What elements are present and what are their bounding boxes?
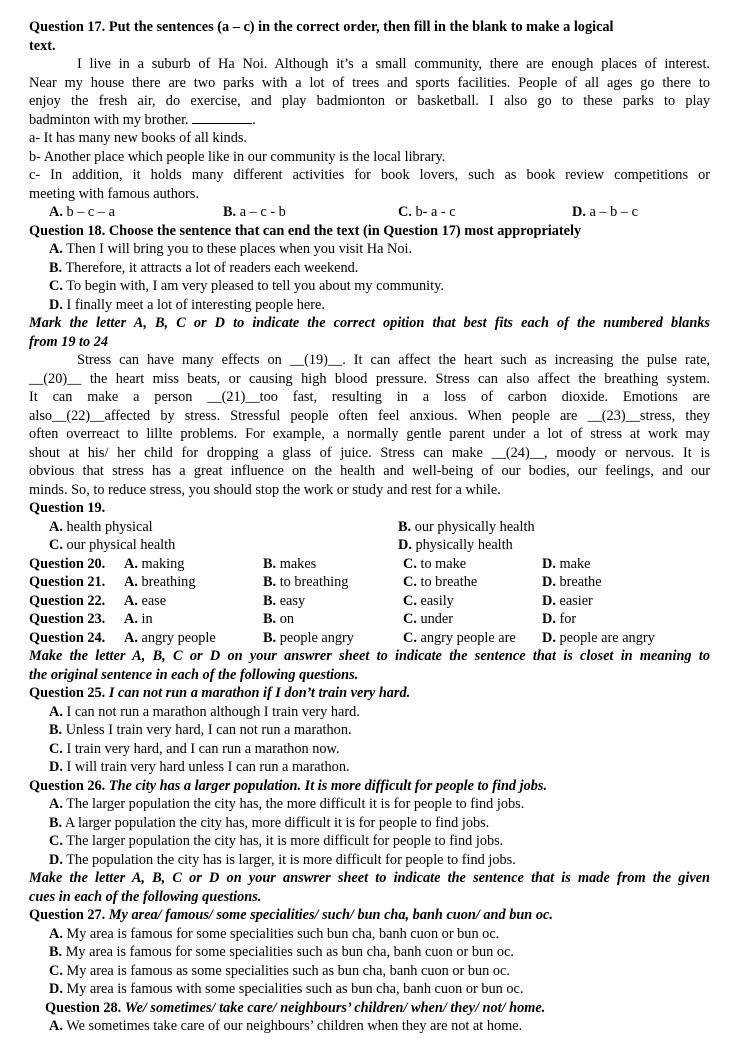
option-b: B. people angry — [263, 629, 354, 646]
option-c: C. to make — [403, 555, 467, 572]
option-d: D. make — [542, 555, 591, 572]
q19-option-b: B. our physically health — [398, 518, 535, 535]
q19-option-a: A. health physical — [49, 518, 153, 535]
q17-sentence-a: a- It has many new books of all kinds. — [29, 130, 247, 146]
q18-answer-b: B. Therefore, it attracts a lot of readers each weekend. — [49, 259, 359, 276]
option-a: A. breathing — [124, 574, 196, 590]
q26-answer-b: B. A larger population the city has, more difficult it is for people to find jobs. — [49, 814, 490, 831]
q17-options — [29, 203, 710, 222]
q27-answer-b: B. My area is famous for some specialities such as bun cha, banh cuon or bun oc. — [49, 944, 514, 960]
option-c: C. easily — [403, 592, 454, 609]
q26-answer-d: D. The population the city has is larger, it is more difficult for people to find jobs. — [49, 851, 516, 868]
q19-options-row1 — [29, 518, 710, 537]
q17-option-b: B. a – c - b — [223, 204, 286, 220]
option-c: C. angry people are — [403, 629, 516, 646]
q17-paragraph-line: badminton with my brother. . — [29, 111, 256, 128]
instruction-given-cues-cont: cues in each of the following questions. — [29, 888, 262, 905]
option-b: B. on — [263, 611, 294, 627]
q18-answer-c: C. To begin with, I am very pleased to tell you about my community. — [49, 278, 444, 294]
instruction-closest-meaning: Make the letter A, B, C or D on your answrer sheet to indicate the sentence that is closet in meaning to — [29, 648, 710, 664]
q17-sentence-c-cont: meeting with famous authors. — [29, 185, 199, 202]
q19-options-row2 — [29, 536, 710, 555]
q17-option-a: A. b – c – a — [49, 204, 115, 220]
passage-line: obvious that stress has a great influence on the health and well-being of our bodies, our feelings, and our — [29, 463, 710, 479]
q18-answer-d: D. I finally meet a lot of interesting people here. — [49, 296, 325, 313]
q17-title-cont: text. — [29, 37, 56, 54]
option-b: B. easy — [263, 592, 306, 609]
instruction-closest-meaning-cont: the original sentence in each of the following questions. — [29, 666, 359, 683]
option-b: B. makes — [263, 555, 317, 572]
q19-option-d: D. physically health — [398, 537, 513, 553]
instruction-given-cues: Make the letter A, B, C or D on your answrer sheet to indicate the sentence that is made from the given — [29, 870, 710, 886]
passage-line: shout at his/ her child for dropping a glass of juice. Stress can make __(24)__, moody or nervous. It is — [29, 444, 710, 461]
q19-title: Question 19. — [29, 500, 106, 516]
q18-title: Question 18. Choose the sentence that can end the text (in Question 17) most appropriately — [29, 222, 582, 239]
passage-line: also__(22)__affected by stress. Stressful people often feel anxious. When people are __(23)__stress, they — [29, 407, 710, 424]
q28-answer-a: A. We sometimes take care of our neighbours’ children when they are not at home. — [49, 1018, 523, 1034]
q18-answer-a: A. Then I will bring you to these places when you visit Ha Noi. — [49, 241, 413, 257]
q26-answer-a: A. The larger population the city has, the more difficult it is for people to find jobs. — [49, 796, 525, 812]
q17-sentence-b: b- Another place which people like in our community is the local library. — [29, 148, 446, 165]
q27-answer-d: D. My area is famous with some specialities such as bun cha, banh cuon or bun oc. — [49, 981, 524, 997]
q25-answer-a: A. I can not run a marathon although I train very hard. — [49, 703, 360, 720]
q27-answer-c: C. My area is famous as some specialities such as bun cha, banh cuon or bun oc. — [49, 962, 510, 979]
option-d: D. easier — [542, 592, 593, 609]
option-d: D. breathe — [542, 574, 602, 590]
worksheet-page — [29, 18, 710, 1036]
q25-answer-d: D. I will train very hard unless I can run a marathon. — [49, 759, 350, 775]
question-row: Question 23. A. in B. on C. under D. for — [29, 611, 577, 627]
question-row: Question 24. A. angry people B. people angry C. angry people are D. people are angry — [29, 629, 655, 646]
option-a: A. in — [124, 611, 153, 627]
instruction-cloze: Mark the letter A, B, C or D to indicate the correct opition that best fits each of the numbered blanks — [29, 315, 710, 331]
q17-option-c: C. b- a - c — [398, 204, 456, 220]
option-d: D. for — [542, 611, 577, 627]
question-row: Question 22. A. ease B. easy C. easily D. easier — [29, 592, 593, 609]
option-a: A. angry people — [124, 629, 216, 646]
q27-title: Question 27. My area/ famous/ some specialities/ such/ bun cha, banh cuon/ and bun oc. — [29, 907, 553, 923]
option-d: D. people are angry — [542, 629, 655, 646]
option-a: A. making — [124, 555, 185, 572]
q25-answer-b: B. Unless I train very hard, I can not run a marathon. — [49, 722, 352, 738]
q17-option-d: D. a – b – c — [572, 204, 638, 220]
q27-answer-a: A. My area is famous for some specialities such bun cha, banh cuon or bun oc. — [49, 925, 500, 942]
option-b: B. to breathing — [263, 574, 349, 590]
option-a: A. ease — [124, 592, 167, 609]
instruction-cloze-cont: from 19 to 24 — [29, 333, 109, 350]
option-c: C. under — [403, 611, 454, 627]
q17-sentence-c: c- In addition, it holds many different activities for book lovers, such as book review competitions or — [29, 167, 710, 183]
q25-title: Question 25. I can not run a marathon if I don’t train very hard. — [29, 685, 411, 701]
question-row: Question 20. A. making B. makes C. to make D. make — [29, 555, 591, 572]
q26-answer-c: C. The larger population the city has, it is more difficult for people to find jobs. — [49, 833, 504, 849]
q25-answer-c: C. I train very hard, and I can run a marathon now. — [49, 740, 340, 757]
q17-blank — [192, 111, 252, 124]
question-row: Question 21. A. breathing B. to breathing C. to breathe D. breathe — [29, 574, 602, 590]
passage-line: It can make a person __(21)__too fast, resulting in a loss of carbon dioxide. Emotions are — [29, 389, 710, 405]
passage-line: __(20)__ the heart miss beats, or causing high blood pressure. Stress can also affect the breathing system. — [29, 370, 710, 387]
option-c: C. to breathe — [403, 574, 478, 590]
q19-option-c: C. our physical health — [49, 537, 176, 553]
q17-paragraph-line: I live in a suburb of Ha Noi. Although it’s a small community, there are enough places of interest. — [77, 56, 710, 72]
q17-paragraph-line: Near my house there are two parks with a lot of trees and sports facilities. People of all ages go there to — [29, 74, 710, 91]
passage-line: minds. So, to reduce stress, you should stop the work or study and rest for a while. — [29, 481, 501, 498]
q26-title: Question 26. The city has a larger population. It is more difficult for people to find jobs. — [29, 777, 548, 794]
q17-paragraph-line: enjoy the fresh air, do exercise, and play badmionton or basketball. I also go to these parks to play — [29, 93, 710, 109]
passage-line: Stress can have many effects on __(19)__. It can affect the heart such as increasing the pulse rate, — [77, 352, 710, 368]
q17-title: Question 17. Put the sentences (a – c) in the correct order, then fill in the blank to make a logical — [29, 19, 614, 35]
q28-title: Question 28. We/ sometimes/ take care/ neighbours’ children/ when/ they/ not/ home. — [45, 999, 546, 1016]
passage-line: often overreact to lillte problems. For example, a normally gentle parent under a lot of stress at work may — [29, 426, 710, 442]
